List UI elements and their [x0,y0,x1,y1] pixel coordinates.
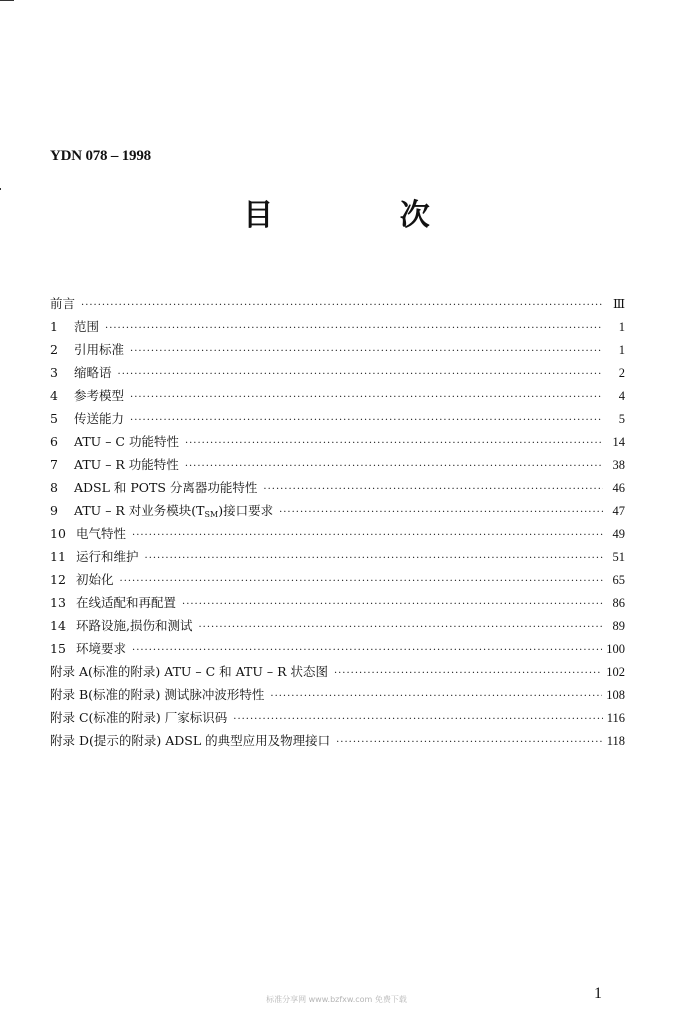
toc-entry-page: 102 [606,665,625,679]
toc-entry-page: 47 [612,504,625,518]
toc-entry-leader-dots [130,386,603,409]
document-code: YDN 078 – 1998 [50,148,151,164]
toc-entry-label-text: 参考模型 [74,388,125,403]
toc-entry-label [76,637,132,660]
toc-entry[interactable] [50,591,625,614]
toc-entry-number: 11 [50,549,66,564]
toc-entry[interactable] [50,499,625,522]
toc-entry[interactable] [50,706,625,729]
toc-entry-leader-dots [185,455,603,478]
toc-entry-number: 8 [50,480,58,495]
toc-entry-number: 9 [50,503,58,518]
toc-entry-page: 2 [618,366,625,380]
toc-entry-label [74,453,185,476]
toc-entry-label-text: 范围 [74,319,100,334]
toc-entry-leader-dots [120,570,603,593]
toc-entry-label-text: 环境要求 [76,641,127,656]
page-number: 1 [594,985,602,1002]
toc-entry[interactable] [50,384,625,407]
toc-entry-label-text: 初始化 [76,572,114,587]
toc-entry-number: 2 [50,342,58,357]
toc-entry[interactable] [50,292,625,315]
toc-entry-page: 1 [618,320,625,334]
toc-entry-page: Ⅲ [612,297,625,311]
toc-entry-label [50,683,270,706]
toc-entry[interactable] [50,407,625,430]
toc-entry-number: 1 [50,319,58,334]
toc-entry-label [50,729,336,752]
toc-entry-page: 116 [606,711,625,725]
footer-watermark: 标准分享网 www.bzfxw.com 免费下载 [266,995,407,1004]
toc-entry-leader-dots [233,708,602,731]
toc-entry[interactable] [50,545,625,568]
toc-entry-label [76,614,198,637]
toc-entry-label [74,338,130,361]
toc-entry-leader-dots [81,294,603,317]
toc-entry-page: 100 [606,642,625,656]
toc-entry-page: 4 [618,389,625,403]
toc-entry-number: 12 [50,572,66,587]
toc-entry-label [74,361,118,384]
toc-entry[interactable] [50,683,625,706]
toc-entry-leader-dots [270,685,602,708]
toc-entry-page: 89 [612,619,625,633]
toc-entry[interactable] [50,315,625,338]
scan-mark-top [0,0,14,1]
toc-entry-number: 14 [50,618,66,633]
toc-entry-label-text: 环路设施,损伤和测试 [76,618,193,633]
toc-entry-leader-dots [105,317,603,340]
table-of-contents [50,292,625,752]
toc-entry-leader-dots [132,639,602,662]
toc-entry-label [50,706,233,729]
toc-entry-label-text: 附录 C(标准的附录) 厂家标识码 [50,710,228,725]
toc-entry-page: 38 [612,458,625,472]
toc-entry-label-text: 附录 D(提示的附录) ADSL 的典型应用及物理接口 [50,733,331,748]
toc-entry[interactable] [50,637,625,660]
toc-entry[interactable] [50,729,625,752]
toc-entry-page: 86 [612,596,625,610]
toc-entry-label [74,476,263,499]
toc-entry[interactable] [50,361,625,384]
toc-entry-label-text: 在线适配和再配置 [76,595,177,610]
toc-entry[interactable] [50,522,625,545]
toc-entry-label [74,384,130,407]
toc-entry-label-text: ATU – R 对业务模块(T [74,503,205,518]
toc-entry[interactable] [50,453,625,476]
toc-entry-label-text: ATU – R 功能特性 [74,457,179,472]
toc-entry-label [76,522,132,545]
toc-entry-number: 13 [50,595,66,610]
toc-entry-label-text: 附录 B(标准的附录) 测试脉冲波形特性 [50,687,265,702]
toc-entry-label [76,545,145,568]
toc-entry[interactable] [50,430,625,453]
toc-entry-label-text: 引用标准 [74,342,125,357]
toc-entry-label-text: 传送能力 [74,411,125,426]
toc-entry-label [76,568,120,591]
toc-entry-label-text: 缩略语 [74,365,112,380]
toc-entry-number: 7 [50,457,58,472]
toc-entry-label-subscript: SM [204,510,219,519]
toc-entry-page: 118 [606,734,625,748]
toc-entry-leader-dots [132,524,603,547]
toc-entry-leader-dots [263,478,603,501]
toc-entry-label-text: 电气特性 [76,526,127,541]
toc-entry-leader-dots [118,363,603,386]
toc-entry-page: 1 [618,343,625,357]
toc-entry-leader-dots [130,340,603,363]
toc-entry-number: 15 [50,641,66,656]
toc-title: 目 次 [243,198,488,233]
toc-entry-label-text: 前言 [50,296,76,311]
toc-entry-leader-dots [182,593,603,616]
toc-entry[interactable] [50,568,625,591]
toc-entry-page: 51 [612,550,625,564]
toc-entry-leader-dots [336,731,603,754]
toc-entry-leader-dots [130,409,603,432]
toc-entry-page: 65 [612,573,625,587]
toc-entry-label [76,591,182,614]
toc-entry-leader-dots [279,501,603,524]
toc-entry-label-text: ATU – C 功能特性 [74,434,179,449]
toc-entry-number: 5 [50,411,58,426]
toc-entry-label [74,430,185,453]
toc-entry-number: 3 [50,365,58,380]
toc-entry[interactable] [50,614,625,637]
toc-entry-label [50,660,334,683]
toc-entry-label-text: ADSL 和 POTS 分离器功能特性 [74,480,258,495]
toc-entry-leader-dots [145,547,603,570]
toc-entry-number: 4 [50,388,58,403]
toc-entry-label [50,292,81,315]
toc-entry-label [74,315,105,338]
toc-entry[interactable] [50,660,625,683]
toc-entry-number: 10 [50,526,66,541]
toc-entry-page: 46 [612,481,625,495]
toc-entry-label-text: 附录 A(标准的附录) ATU – C 和 ATU – R 状态图 [50,664,328,679]
toc-entry-leader-dots [198,616,603,639]
toc-entry-leader-dots [185,432,603,455]
toc-entry-page: 49 [612,527,625,541]
toc-entry-page: 108 [606,688,625,702]
toc-entry-label-tail: )接口要求 [218,503,274,518]
toc-entry-label-text: 运行和维护 [76,549,139,564]
toc-entry-number: 6 [50,434,58,449]
toc-entry[interactable] [50,338,625,361]
toc-entry-page: 5 [618,412,625,426]
toc-entry-leader-dots [334,662,602,685]
toc-entry-page: 14 [612,435,625,449]
toc-entry-label [74,407,130,430]
toc-entry[interactable] [50,476,625,499]
